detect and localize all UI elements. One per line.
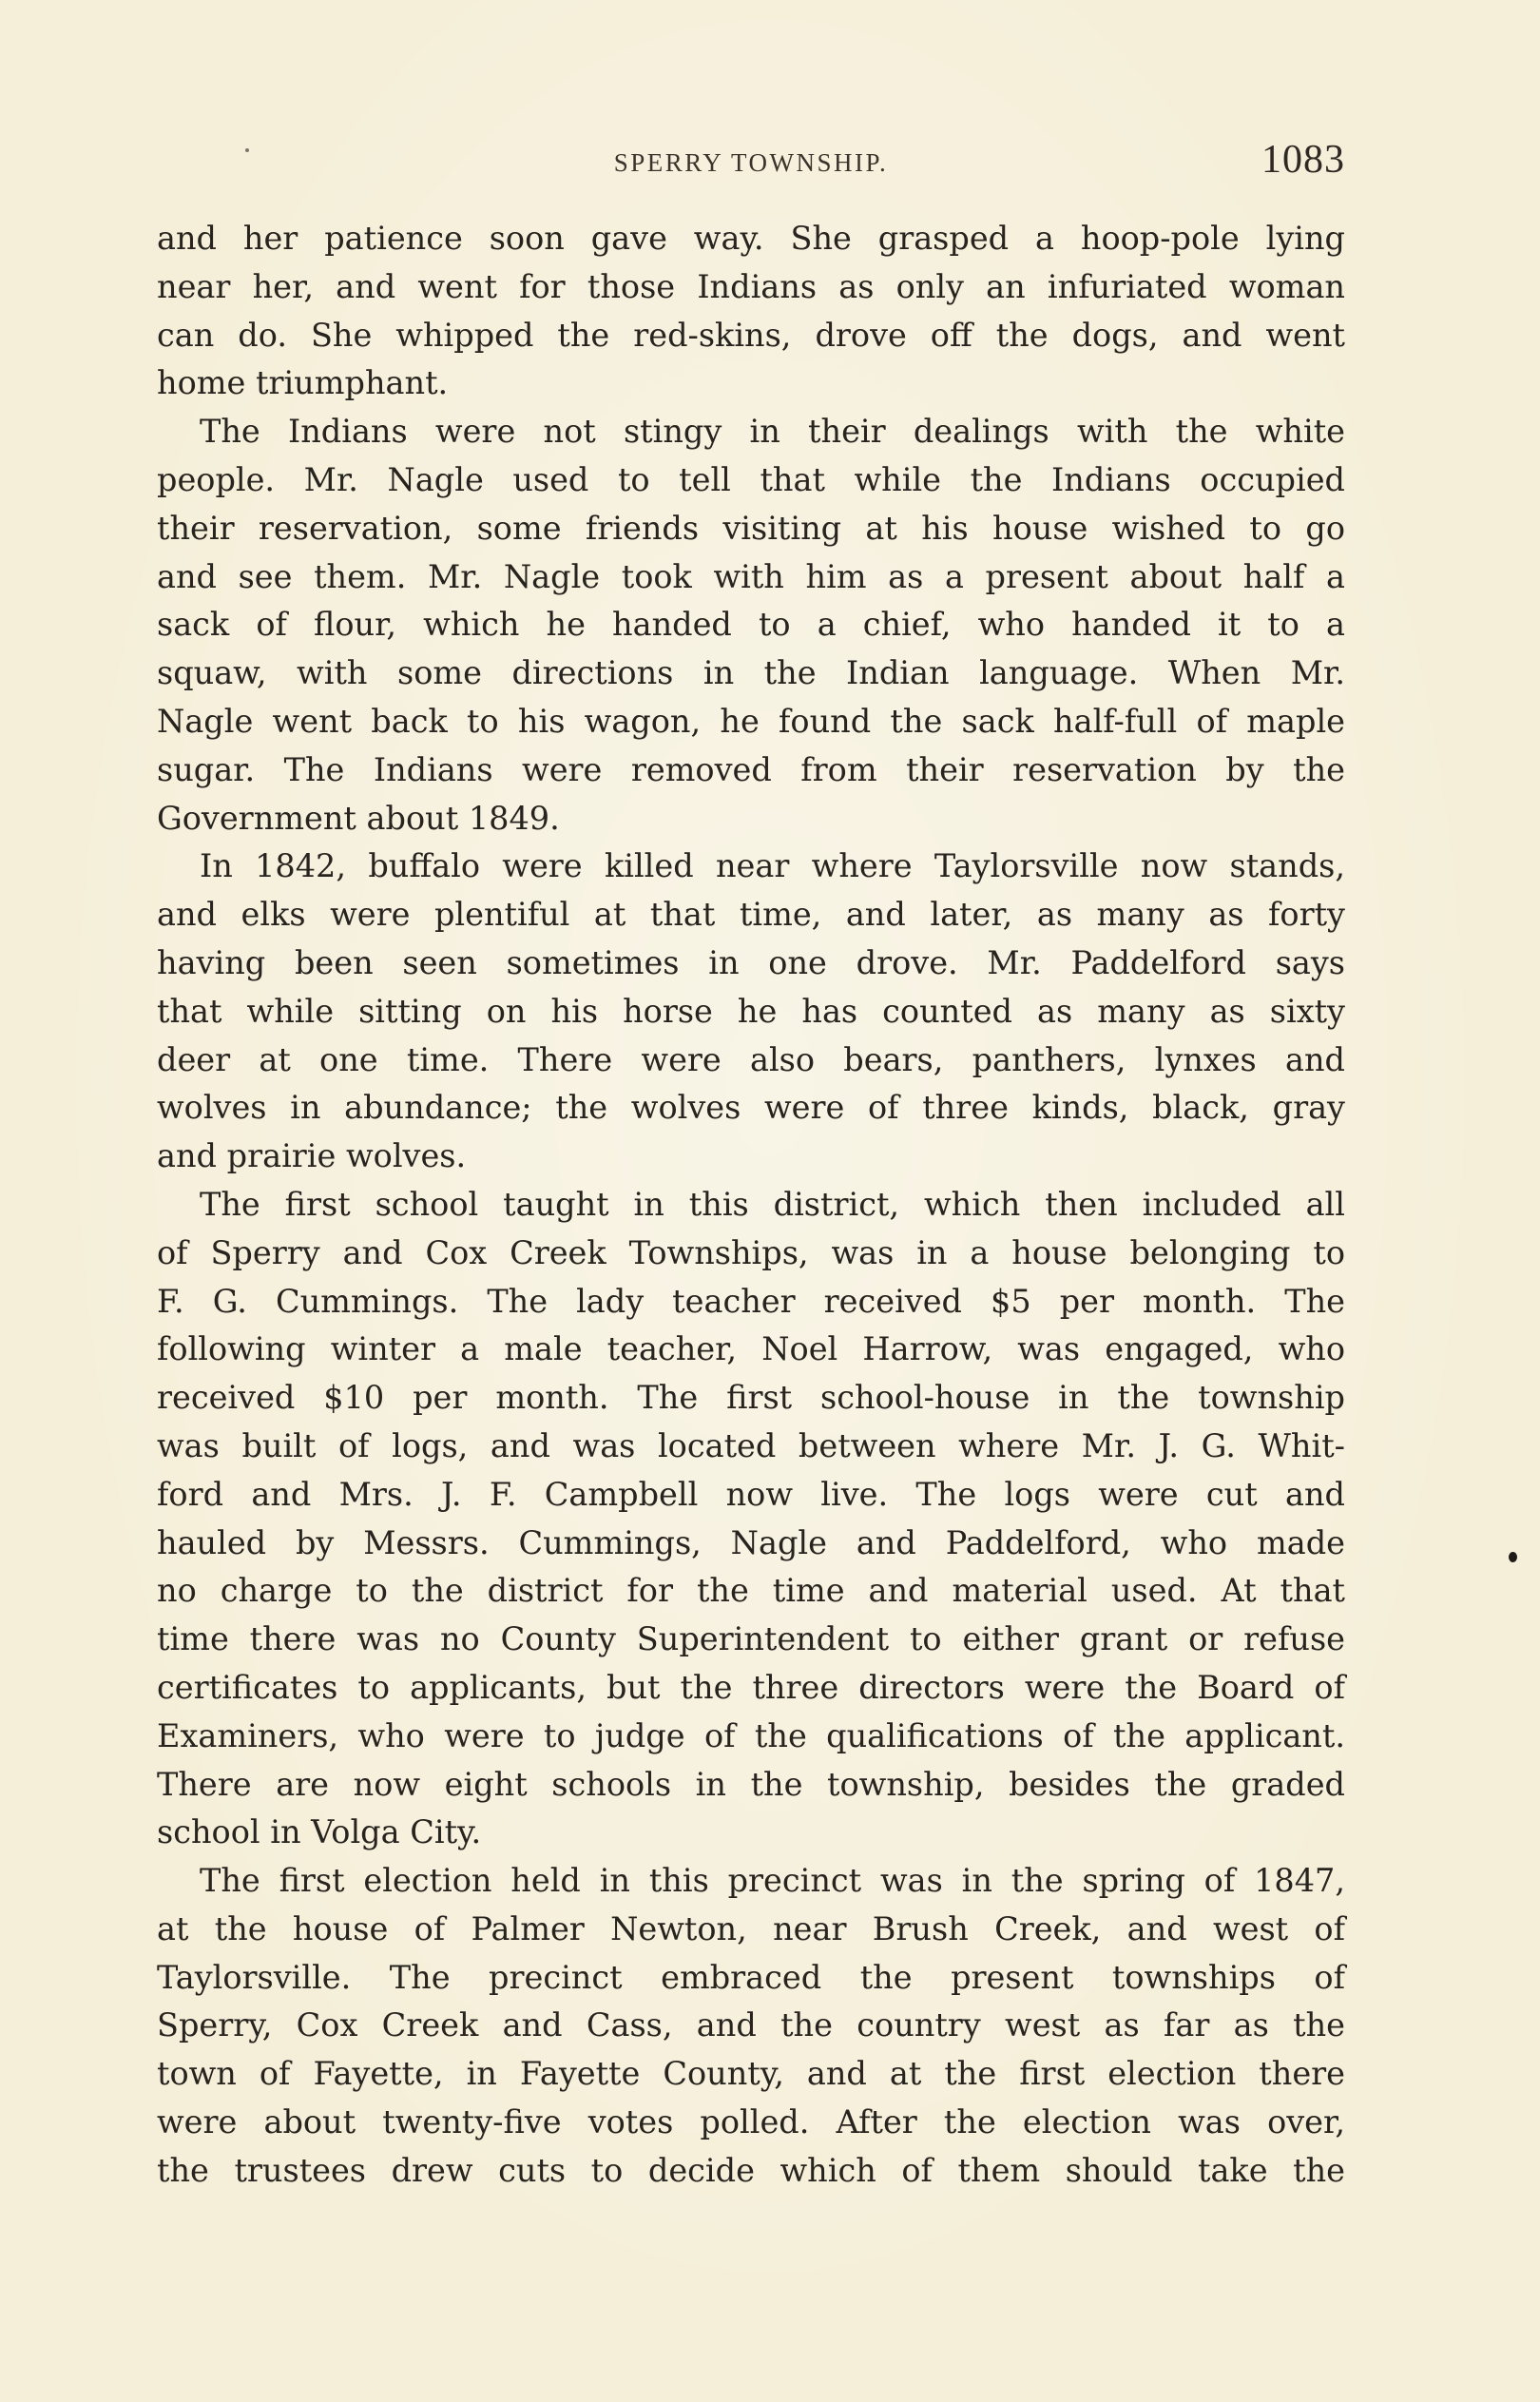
text-line: Government about 1849. <box>157 799 560 837</box>
text-line: having been seen sometimes in one drove. Mr. Paddelford says <box>157 943 1345 981</box>
text-line: town of Fayette, in Fayette County, and at the first election there <box>157 2055 1345 2093</box>
text-line: of Sperry and Cox Creek Townships, was in a house belonging to <box>157 1233 1345 1271</box>
text-line: certificates to applicants, but the three directors were the Board of <box>157 1668 1345 1706</box>
text-line: deer at one time. There were also bears, panthers, lynxes and <box>157 1040 1345 1078</box>
text-line: and elks were plentiful at that time, and later, as many as forty <box>157 896 1345 934</box>
text-line: Sperry, Cox Creek and Cass, and the country west as far as the <box>157 2006 1345 2044</box>
text-line: were about twenty-five votes polled. After the election was over, <box>157 2103 1345 2141</box>
running-head-title: SPERRY TOWNSHIP. <box>613 148 889 177</box>
text-line: sugar. The Indians were removed from their reservation by the <box>157 750 1345 788</box>
text-line: Examiners, who were to judge of the qualifications of the applicant. <box>157 1716 1345 1754</box>
text-line: home triumphant. <box>157 364 449 402</box>
text-line: There are now eight schools in the township, besides the graded <box>157 1765 1345 1803</box>
text-line: The first election held in this precinct was in the spring of 1847, <box>200 1862 1345 1900</box>
text-line: In 1842, buffalo were killed near where Taylorsville now stands, <box>200 847 1345 885</box>
text-line: at the house of Palmer Newton, near Brush Creek, and west of <box>157 1909 1345 1947</box>
text-line: and her patience soon gave way. She grasped a hoop-pole lying <box>157 220 1345 257</box>
text-line: can do. She whipped the red-skins, drove off the dogs, and went <box>157 316 1345 354</box>
stray-ink-mark <box>245 148 249 152</box>
text-line: time there was no County Superintendent to either grant or refuse <box>157 1620 1345 1658</box>
text-line: The Indians were not stingy in their dealings with the white <box>200 413 1345 451</box>
text-line: and prairie wolves. <box>157 1137 467 1175</box>
page-number: 1083 <box>1261 138 1345 182</box>
text-line: people. Mr. Nagle used to tell that while the Indians occupied <box>157 460 1345 498</box>
text-line: F. G. Cummings. The lady teacher received $5 per month. The <box>157 1282 1345 1320</box>
body-text <box>157 215 1345 2196</box>
text-line: following winter a male teacher, Noel Harrow, was engaged, who <box>157 1330 1345 1368</box>
text-line: Taylorsville. The precinct embraced the present townships of <box>157 1958 1345 1996</box>
text-line: Nagle went back to his wagon, he found the sack half-full of maple <box>157 702 1345 740</box>
text-line: ford and Mrs. J. F. Campbell now live. The logs were cut and <box>157 1475 1345 1513</box>
text-line: hauled by Messrs. Cummings, Nagle and Paddelford, who made <box>157 1523 1345 1561</box>
text-line: that while sitting on his horse he has counted as many as sixty <box>157 992 1345 1030</box>
text-line: school in Volga City. <box>157 1813 482 1851</box>
text-line: their reservation, some friends visiting at his house wished to go <box>157 509 1345 547</box>
text-line: and see them. Mr. Nagle took with him as a present about half a <box>157 557 1345 595</box>
text-line: the trustees drew cuts to decide which of them should take the <box>157 2151 1345 2189</box>
text-line: squaw, with some directions in the Indian language. When Mr. <box>157 654 1345 692</box>
text-line: near her, and went for those Indians as only an infuriated woman <box>157 267 1345 305</box>
margin-ink-dot <box>1509 1552 1517 1562</box>
text-line: received $10 per month. The first school-house in the township <box>157 1379 1345 1417</box>
running-head <box>157 135 1345 192</box>
text-line: wolves in abundance; the wolves were of three kinds, black, gray <box>157 1089 1345 1127</box>
text-line: sack of flour, which he handed to a chief, who handed it to a <box>157 606 1345 644</box>
text-line: was built of logs, and was located between where Mr. J. G. Whit- <box>157 1426 1345 1464</box>
text-line: The first school taught in this district, which then included all <box>200 1185 1345 1223</box>
text-line: no charge to the district for the time and material used. At that <box>157 1572 1345 1610</box>
